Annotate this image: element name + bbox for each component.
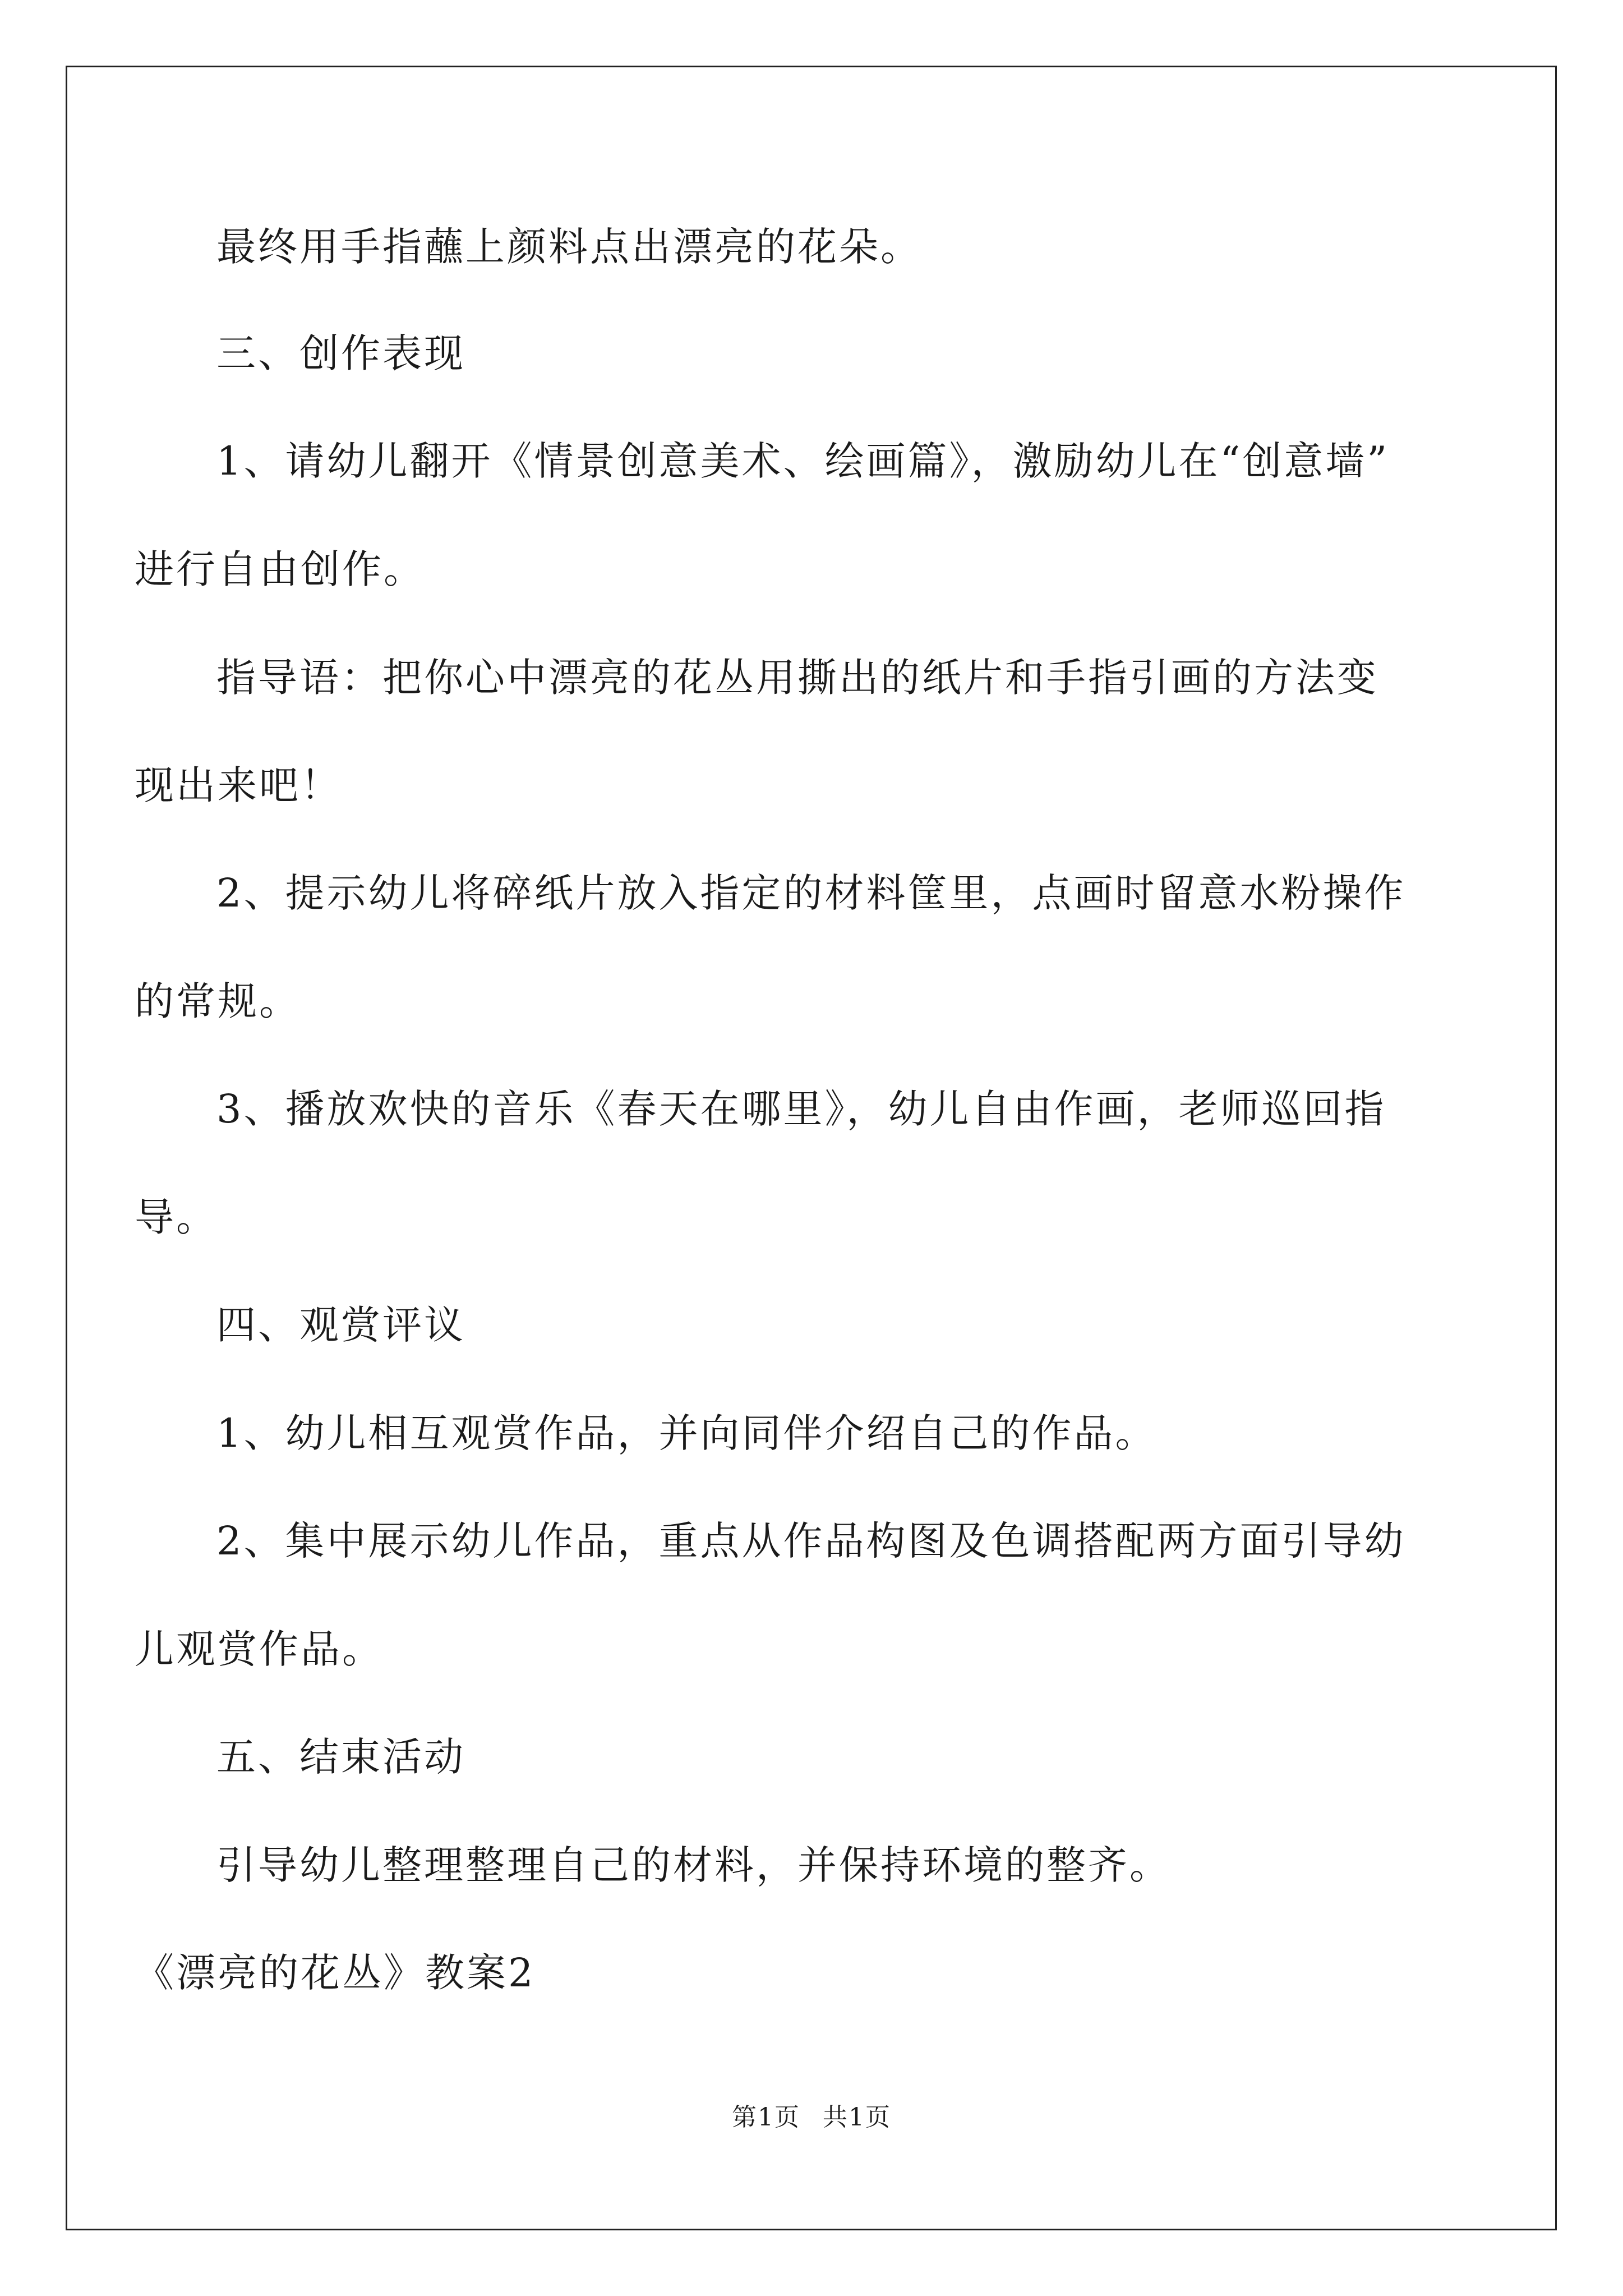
section-heading-4: 四、观赏评议 [216,1302,465,1348]
section-heading-3: 三、创作表现 [216,330,465,376]
page-number-current: 第1页 [732,2103,800,2132]
paragraph-2-line-1: 1、请幼儿翻开《情景创意美术、绘画篇》，激励幼儿在“创意墙” [216,438,1390,484]
paragraph-6: 1、幼儿相互观赏作品，并向同伴介绍自己的作品。 [216,1410,1157,1456]
paragraph-7-line-1: 2、集中展示幼儿作品，重点从作品构图及色调搭配两方面引导幼 [216,1518,1406,1564]
paragraph-5-line-1: 3、播放欢快的音乐《春天在哪里》，幼儿自由作画，老师巡回指 [216,1086,1386,1132]
paragraph-1: 最终用手指蘸上颜料点出漂亮的花朵。 [216,224,922,270]
page-number-total: 共1页 [823,2103,891,2132]
paragraph-7-line-2: 儿观赏作品。 [135,1626,384,1672]
paragraph-4-line-2: 的常规。 [135,978,301,1024]
document-title-2: 《漂亮的花丛》教案2 [135,1950,536,1996]
paragraph-3-line-2: 现出来吧！ [135,762,342,808]
paragraph-3-line-1: 指导语：把你心中漂亮的花丛用撕出的纸片和手指引画的方法变 [216,655,1378,701]
section-heading-5: 五、结束活动 [216,1734,465,1780]
paragraph-5-line-2: 导。 [135,1194,218,1240]
page-footer [0,2101,1623,2134]
paragraph-2-line-2: 进行自由创作。 [135,546,425,592]
paragraph-4-line-1: 2、提示幼儿将碎纸片放入指定的材料筐里，点画时留意水粉操作 [216,870,1406,916]
page-border [66,66,1557,2230]
paragraph-8: 引导幼儿整理整理自己的材料，并保持环境的整齐。 [216,1842,1171,1888]
